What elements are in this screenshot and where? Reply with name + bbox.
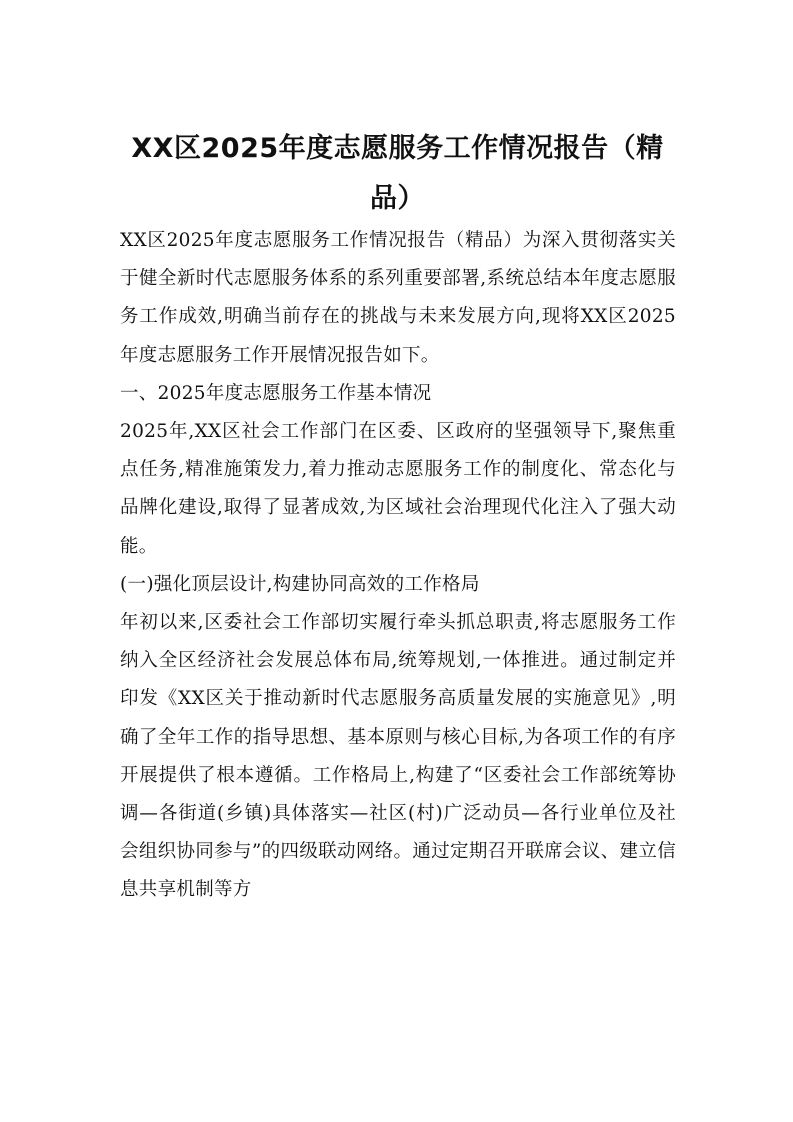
section-paragraph: 2025年,XX区社会工作部门在区委、区政府的坚强领导下,聚焦重点任务,精准施策发力,着力推动志愿服务工作的制度化、常态化与品牌化建设,取得了显著成效,为区域社会治理现代化注入了强大动能。: [120, 421, 676, 557]
intro-paragraph: XX区2025年度志愿服务工作情况报告（精品）为深入贯彻落实关于健全新时代志愿服务体系的系列重要部署,系统总结本年度志愿服务工作成效,明确当前存在的挑战与未来发展方向,现将XX区2025年度志愿服务工作开展情况报告如下。: [120, 230, 676, 366]
document-body: [120, 222, 676, 910]
document-title: XX区2025年度志愿服务工作情况报告（精品）: [131, 133, 664, 214]
section-heading: 一、2025年度志愿服务工作基本情况: [120, 382, 432, 404]
subsection-heading: (一)强化顶层设计,构建协同高效的工作格局: [120, 573, 480, 595]
subsection-paragraph: 年初以来,区委社会工作部切实履行牵头抓总职责,将志愿服务工作纳入全区经济社会发展总体布局,统筹规划,一体推进。通过制定并印发《XX区关于推动新时代志愿服务高质量发展的实施意见》,明确了全年工作的指导思想、基本原则与核心目标,为各项工作的有序开展提供了根本遵循。工作格局上,构建了“区委社会工作部统筹协调—各街道(乡镇)具体落实—社区(村)广泛动员—各行业单位及社会组织协同参与”的四级联动网络。通过定期召开联席会议、建立信息共享机制等方: [120, 612, 676, 901]
